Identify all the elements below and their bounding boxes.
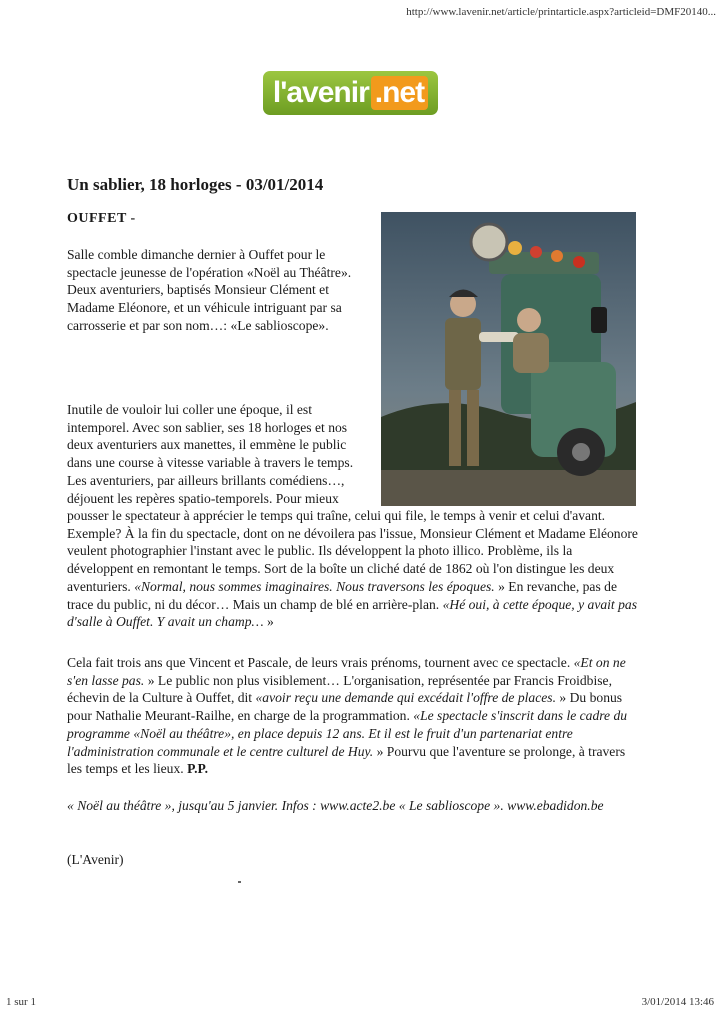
article-dateline: OUFFET - [67,211,136,226]
logo-main-text: l'avenir [272,76,369,109]
print-url: http://www.lavenir.net/article/printarticle.aspx?articleid=DMF20140... [406,6,716,18]
article-source: (L'Avenir) [67,852,124,867]
article-paragraph-3 [67,654,642,778]
article-paragraph-2-top: Inutile de vouloir lui coller une époque, il est intemporel. Avec son sablier, ses 18 horloges et nos deux aventuriers aux manettes, il emmène le public dans une course à vitesse variable à travers le temps. Les aventuriers, par ailleurs brillants comédiens…, déjouent les repères spatio-temporels. Pour mieux [67,402,354,506]
quote-span: «Hé oui, à cette époque, y avait pas d'salle à Ouffet. Y avait un champ… [67,596,637,630]
quote-span: «Et on ne s'en lasse pas. [67,655,626,688]
article-info-paragraph: « Noël au théâtre », jusqu'au 5 janvier. Infos : www.acte2.be « Le sablioscope ». www.ebadidon.be [67,798,604,813]
text-span: » [263,614,274,630]
quote-span: «Normal, nous sommes imaginaires. Nous traversons les époques. [134,578,495,594]
text-span: » Le public non plus visiblement… L'organisation, représentée par Francis Froidbise, échevin de la Culture à Ouffet, dit [67,672,612,706]
page-counter: 1 sur 1 [6,996,36,1008]
quote-span: «Le spectacle s'inscrit dans le cadre du programme «Noël au théâtre», en place depuis 12 ans. Et il est le fruit d'un partenariat entre l'administration communale et le centre culturel de Huy. [67,708,628,759]
lavenir-logo [263,71,438,115]
author-initials: P.P. [187,761,208,777]
quote-span: «avoir reçu une demande qui excédait l'offre de places. [255,690,556,706]
article-paragraph-2-bottom [67,507,642,631]
text-span: » Du bonus pour Nathalie Meurant-Railhe, en charge de la programmation. [67,690,623,724]
print-timestamp: 3/01/2014 13:46 [641,996,714,1008]
speck [238,881,241,883]
article-photo [381,212,636,506]
text-span: » Pourvu que l'aventure se prolonge, à travers les temps et les lieux. [67,743,626,777]
article-paragraph-1: Salle comble dimanche dernier à Ouffet pour le spectacle jeunesse de l'opération «Noël au Théâtre». Deux aventuriers, baptisés Monsieur Clément et Madame Eléonore, et un véhicule intriguant par sa carrosserie et par son nom…: «Le sablioscope». [67,247,352,333]
text-span: Cela fait trois ans que Vincent et Pascale, de leurs vrais prénoms, tournent avec ce spectacle. [67,655,574,670]
text-span: pousser le spectateur à apprécier le temps qui traîne, celui qui file, le temps à venir et celui d'avant. Exemple? À la fin du spectacle, dont on ne dévoilera pas l'issue, Monsieur Clément et Madame Eléonore veulent photographier l'instant avec le public. Ils développent la photo illico. Problème, ils la développent en remontant le temps. Sort de la boîte un cliché daté de 1862 où l'on distingue les deux aventuriers. [67,508,638,594]
text-span: » En revanche, pas de trace du public, ni du décor… Mais un champ de blé en arrière-plan. [67,578,617,612]
logo-net-text: .net [371,76,428,110]
article-title: Un sablier, 18 horloges - 03/01/2014 [67,175,324,194]
